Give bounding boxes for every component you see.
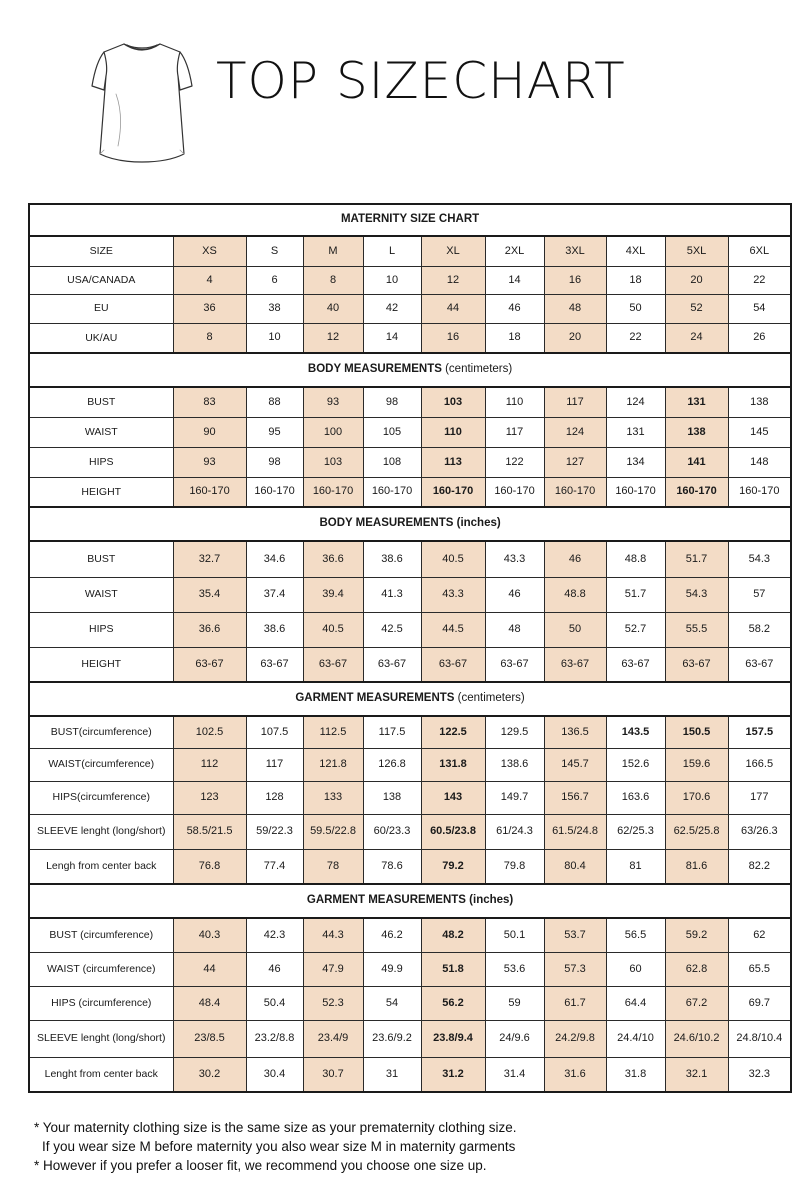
table-cell: 60: [606, 952, 665, 986]
table-cell: 31.8: [606, 1057, 665, 1092]
table-cell: 152.6: [606, 748, 665, 781]
table-cell: 43.3: [421, 577, 485, 612]
table-row: [29, 1020, 791, 1057]
table-row: [29, 477, 791, 507]
section-title-text: GARMENT MEASUREMENTS: [295, 692, 455, 705]
table-cell: 79.2: [421, 849, 485, 884]
table-cell: 138: [363, 781, 421, 814]
table-cell: 48.8: [544, 577, 606, 612]
section-unit: (inches): [469, 894, 514, 907]
table-cell: 141: [665, 447, 728, 477]
table-cell: 16: [421, 323, 485, 353]
table-cell: 160-170: [421, 477, 485, 507]
footnote: * However if you prefer a looser fit, we recommend you choose one size up.: [34, 1158, 487, 1173]
table-cell: 59/22.3: [246, 814, 303, 849]
table-cell: 23.4/9: [303, 1020, 363, 1057]
table-cell: 32.7: [173, 541, 246, 577]
table-cell: 117: [246, 748, 303, 781]
table-cell: 57: [728, 577, 791, 612]
table-cell: 40: [303, 294, 363, 323]
table-cell: 30.7: [303, 1057, 363, 1092]
table-cell: 14: [485, 266, 544, 294]
table-cell: 46: [485, 577, 544, 612]
table-cell: 63-67: [173, 647, 246, 682]
table-cell: 170.6: [665, 781, 728, 814]
table-row: [29, 577, 791, 612]
table-cell: 4: [173, 266, 246, 294]
table-cell: 62/25.3: [606, 814, 665, 849]
table-cell: 107.5: [246, 716, 303, 748]
row-label: SLEEVE lenght (long/short): [29, 814, 173, 849]
table-row: [29, 781, 791, 814]
table-cell: 44.5: [421, 612, 485, 647]
row-label: BUST (circumference): [29, 918, 173, 952]
table-cell: 24.4/10: [606, 1020, 665, 1057]
table-cell: L: [363, 236, 421, 266]
row-label: WAIST (circumference): [29, 952, 173, 986]
section-header-garment-in: [29, 884, 791, 918]
table-row: [29, 612, 791, 647]
table-cell: 63-67: [485, 647, 544, 682]
table-cell: 138.6: [485, 748, 544, 781]
table-cell: 31.6: [544, 1057, 606, 1092]
table-cell: 48: [485, 612, 544, 647]
table-cell: 44: [421, 294, 485, 323]
table-cell: 50.1: [485, 918, 544, 952]
table-cell: 134: [606, 447, 665, 477]
table-cell: 6XL: [728, 236, 791, 266]
table-cell: 52.7: [606, 612, 665, 647]
table-row: [29, 387, 791, 417]
table-cell: 60/23.3: [363, 814, 421, 849]
table-cell: XS: [173, 236, 246, 266]
table-cell: 23.6/9.2: [363, 1020, 421, 1057]
table-cell: 61/24.3: [485, 814, 544, 849]
table-cell: 23/8.5: [173, 1020, 246, 1057]
table-row: [29, 918, 791, 952]
row-label: HIPS: [29, 612, 173, 647]
table-row: [29, 266, 791, 294]
table-cell: 63/26.3: [728, 814, 791, 849]
table-cell: 163.6: [606, 781, 665, 814]
table-cell: 124: [606, 387, 665, 417]
table-cell: 12: [303, 323, 363, 353]
table-cell: 65.5: [728, 952, 791, 986]
table-row: [29, 849, 791, 884]
table-cell: 8: [303, 266, 363, 294]
footnote: * Your maternity clothing size is the same size as your prematernity clothing size.: [34, 1120, 517, 1135]
table-cell: 117: [485, 417, 544, 447]
table-cell: 58.5/21.5: [173, 814, 246, 849]
table-cell: 81: [606, 849, 665, 884]
row-label: BUST(circumference): [29, 716, 173, 748]
footnotes: [34, 1118, 516, 1175]
table-cell: 31.2: [421, 1057, 485, 1092]
table-cell: 122: [485, 447, 544, 477]
table-cell: 131: [665, 387, 728, 417]
table-cell: 23.2/8.8: [246, 1020, 303, 1057]
table-cell: 14: [363, 323, 421, 353]
table-cell: 42: [363, 294, 421, 323]
tshirt-icon: [88, 36, 196, 166]
table-cell: 58.2: [728, 612, 791, 647]
section-title: [29, 204, 791, 236]
section-header-size-chart: [29, 204, 791, 236]
section-title: [29, 884, 791, 918]
table-cell: 36.6: [303, 541, 363, 577]
section-header-body-cm: [29, 353, 791, 387]
table-cell: 48.2: [421, 918, 485, 952]
footnote: If you wear size M before maternity you also wear size M in maternity garments: [42, 1139, 516, 1154]
table-cell: 62.8: [665, 952, 728, 986]
table-cell: 124: [544, 417, 606, 447]
section-header-body-in: [29, 507, 791, 541]
table-cell: 157.5: [728, 716, 791, 748]
row-label: BUST: [29, 387, 173, 417]
table-cell: 24.8/10.4: [728, 1020, 791, 1057]
table-cell: 50: [606, 294, 665, 323]
table-cell: 46: [485, 294, 544, 323]
table-row: [29, 647, 791, 682]
table-cell: 138: [728, 387, 791, 417]
table-cell: 128: [246, 781, 303, 814]
table-cell: 79.8: [485, 849, 544, 884]
table-cell: 6: [246, 266, 303, 294]
table-cell: 36: [173, 294, 246, 323]
size-chart-table: [28, 203, 792, 1093]
section-header-garment-cm: [29, 682, 791, 716]
table-cell: 95: [246, 417, 303, 447]
table-cell: 143: [421, 781, 485, 814]
table-cell: 77.4: [246, 849, 303, 884]
table-cell: 44: [173, 952, 246, 986]
table-cell: 131.8: [421, 748, 485, 781]
section-title-text: BODY MEASUREMENTS: [307, 363, 442, 376]
row-label: SIZE: [29, 236, 173, 266]
table-cell: 69.7: [728, 986, 791, 1020]
table-cell: 150.5: [665, 716, 728, 748]
table-cell: 93: [303, 387, 363, 417]
table-cell: 43.3: [485, 541, 544, 577]
table-cell: 51.7: [606, 577, 665, 612]
table-cell: 108: [363, 447, 421, 477]
table-cell: 131: [606, 417, 665, 447]
table-cell: 127: [544, 447, 606, 477]
table-cell: 49.9: [363, 952, 421, 986]
row-label: USA/CANADA: [29, 266, 173, 294]
table-cell: 83: [173, 387, 246, 417]
table-cell: 41.3: [363, 577, 421, 612]
table-cell: 30.2: [173, 1057, 246, 1092]
table-cell: 38.6: [246, 612, 303, 647]
table-cell: 57.3: [544, 952, 606, 986]
table-cell: 88: [246, 387, 303, 417]
table-row: [29, 541, 791, 577]
table-cell: 145: [728, 417, 791, 447]
table-cell: 166.5: [728, 748, 791, 781]
table-cell: 63-67: [544, 647, 606, 682]
table-cell: 160-170: [303, 477, 363, 507]
table-cell: 59.5/22.8: [303, 814, 363, 849]
table-cell: 37.4: [246, 577, 303, 612]
table-cell: 159.6: [665, 748, 728, 781]
table-cell: 93: [173, 447, 246, 477]
table-cell: 32.3: [728, 1057, 791, 1092]
table-cell: 81.6: [665, 849, 728, 884]
page-title: TOP SIZECHART: [216, 52, 626, 110]
table-cell: 56.2: [421, 986, 485, 1020]
table-cell: 67.2: [665, 986, 728, 1020]
table-cell: 177: [728, 781, 791, 814]
table-cell: 50.4: [246, 986, 303, 1020]
table-cell: 149.7: [485, 781, 544, 814]
table-cell: 98: [246, 447, 303, 477]
table-cell: 55.5: [665, 612, 728, 647]
table-cell: 90: [173, 417, 246, 447]
table-cell: 24/9.6: [485, 1020, 544, 1057]
table-cell: 160-170: [485, 477, 544, 507]
table-row: [29, 294, 791, 323]
table-cell: 63-67: [728, 647, 791, 682]
table-cell: 18: [485, 323, 544, 353]
table-cell: 8: [173, 323, 246, 353]
table-cell: 105: [363, 417, 421, 447]
table-cell: 160-170: [606, 477, 665, 507]
table-cell: M: [303, 236, 363, 266]
table-cell: 103: [303, 447, 363, 477]
table-cell: 59: [485, 986, 544, 1020]
table-cell: 48: [544, 294, 606, 323]
table-cell: 32.1: [665, 1057, 728, 1092]
table-cell: 63-67: [246, 647, 303, 682]
section-title: [29, 507, 791, 541]
table-row: [29, 236, 791, 266]
table-cell: 160-170: [246, 477, 303, 507]
table-cell: 156.7: [544, 781, 606, 814]
section-title: [29, 682, 791, 716]
table-cell: 18: [606, 266, 665, 294]
table-cell: 98: [363, 387, 421, 417]
row-label: WAIST: [29, 417, 173, 447]
table-cell: 22: [728, 266, 791, 294]
table-row: [29, 748, 791, 781]
section-title: [29, 353, 791, 387]
table-cell: 51.8: [421, 952, 485, 986]
table-cell: 110: [421, 417, 485, 447]
table-cell: 121.8: [303, 748, 363, 781]
header: [0, 0, 800, 200]
table-cell: 113: [421, 447, 485, 477]
table-cell: S: [246, 236, 303, 266]
table-cell: 12: [421, 266, 485, 294]
table-cell: 34.6: [246, 541, 303, 577]
row-label: WAIST(circumference): [29, 748, 173, 781]
table-cell: 138: [665, 417, 728, 447]
section-unit: (inches): [456, 517, 501, 530]
table-cell: 80.4: [544, 849, 606, 884]
table-cell: 10: [246, 323, 303, 353]
table-cell: 53.6: [485, 952, 544, 986]
table-cell: 23.8/9.4: [421, 1020, 485, 1057]
section-title-text: BODY MEASUREMENTS: [319, 517, 454, 530]
table-cell: 136.5: [544, 716, 606, 748]
table-cell: 112.5: [303, 716, 363, 748]
table-cell: 63-67: [303, 647, 363, 682]
row-label: HIPS(circumference): [29, 781, 173, 814]
row-label: HIPS (circumference): [29, 986, 173, 1020]
table-cell: 5XL: [665, 236, 728, 266]
table-cell: 62.5/25.8: [665, 814, 728, 849]
table-row: [29, 986, 791, 1020]
table-cell: 20: [544, 323, 606, 353]
table-cell: 160-170: [665, 477, 728, 507]
row-label: HEIGHT: [29, 477, 173, 507]
table-cell: 62: [728, 918, 791, 952]
table-cell: 53.7: [544, 918, 606, 952]
table-cell: 103: [421, 387, 485, 417]
table-cell: 36.6: [173, 612, 246, 647]
table-cell: 54: [728, 294, 791, 323]
section-unit: (centimeters): [457, 692, 525, 705]
table-cell: 4XL: [606, 236, 665, 266]
table-cell: 54.3: [665, 577, 728, 612]
table-cell: 51.7: [665, 541, 728, 577]
section-unit: (centimeters): [445, 363, 513, 376]
table-cell: 78: [303, 849, 363, 884]
table-cell: 78.6: [363, 849, 421, 884]
table-cell: 35.4: [173, 577, 246, 612]
table-cell: 3XL: [544, 236, 606, 266]
table-cell: 52.3: [303, 986, 363, 1020]
section-title-text: MATERNITY SIZE CHART: [340, 213, 480, 226]
table-cell: 54: [363, 986, 421, 1020]
table-cell: 160-170: [728, 477, 791, 507]
table-cell: 100: [303, 417, 363, 447]
table-cell: 63-67: [421, 647, 485, 682]
table-cell: 122.5: [421, 716, 485, 748]
table-cell: 63-67: [363, 647, 421, 682]
table-row: [29, 417, 791, 447]
table-cell: 38: [246, 294, 303, 323]
table-cell: 42.3: [246, 918, 303, 952]
table-cell: 54.3: [728, 541, 791, 577]
table-cell: 160-170: [363, 477, 421, 507]
table-cell: 60.5/23.8: [421, 814, 485, 849]
table-cell: 63-67: [665, 647, 728, 682]
table-cell: 129.5: [485, 716, 544, 748]
table-row: [29, 814, 791, 849]
table-cell: 117.5: [363, 716, 421, 748]
table-cell: 20: [665, 266, 728, 294]
table-cell: 145.7: [544, 748, 606, 781]
table-cell: 2XL: [485, 236, 544, 266]
table-cell: 24.2/9.8: [544, 1020, 606, 1057]
row-label: HEIGHT: [29, 647, 173, 682]
table-cell: 102.5: [173, 716, 246, 748]
table-row: [29, 716, 791, 748]
row-label: HIPS: [29, 447, 173, 477]
table-cell: 50: [544, 612, 606, 647]
table-cell: 38.6: [363, 541, 421, 577]
table-cell: 48.4: [173, 986, 246, 1020]
table-cell: 82.2: [728, 849, 791, 884]
table-cell: 52: [665, 294, 728, 323]
table-cell: 24.6/10.2: [665, 1020, 728, 1057]
table-cell: 42.5: [363, 612, 421, 647]
table-cell: XL: [421, 236, 485, 266]
table-cell: 123: [173, 781, 246, 814]
table-cell: 24: [665, 323, 728, 353]
table-cell: 133: [303, 781, 363, 814]
table-cell: 64.4: [606, 986, 665, 1020]
row-label: WAIST: [29, 577, 173, 612]
row-label: EU: [29, 294, 173, 323]
table-cell: 61.7: [544, 986, 606, 1020]
table-row: [29, 952, 791, 986]
table-cell: 117: [544, 387, 606, 417]
table-cell: 47.9: [303, 952, 363, 986]
table-cell: 160-170: [173, 477, 246, 507]
table-row: [29, 323, 791, 353]
row-label: BUST: [29, 541, 173, 577]
table-cell: 63-67: [606, 647, 665, 682]
table-row: [29, 447, 791, 477]
table-cell: 40.5: [421, 541, 485, 577]
table-cell: 39.4: [303, 577, 363, 612]
row-label: UK/AU: [29, 323, 173, 353]
table-cell: 112: [173, 748, 246, 781]
table-cell: 46: [544, 541, 606, 577]
table-row: [29, 1057, 791, 1092]
table-cell: 61.5/24.8: [544, 814, 606, 849]
table-cell: 31.4: [485, 1057, 544, 1092]
table-cell: 148: [728, 447, 791, 477]
row-label: SLEEVE lenght (long/short): [29, 1020, 173, 1057]
table-cell: 31: [363, 1057, 421, 1092]
table-cell: 143.5: [606, 716, 665, 748]
table-cell: 40.3: [173, 918, 246, 952]
table-cell: 126.8: [363, 748, 421, 781]
table-cell: 22: [606, 323, 665, 353]
table-cell: 10: [363, 266, 421, 294]
table-cell: 46: [246, 952, 303, 986]
section-title-text: GARMENT MEASUREMENTS: [306, 894, 466, 907]
table-cell: 46.2: [363, 918, 421, 952]
table-cell: 76.8: [173, 849, 246, 884]
table-cell: 30.4: [246, 1057, 303, 1092]
table-cell: 16: [544, 266, 606, 294]
table-cell: 59.2: [665, 918, 728, 952]
table-cell: 40.5: [303, 612, 363, 647]
row-label: Lenght from center back: [29, 1057, 173, 1092]
table-cell: 110: [485, 387, 544, 417]
table-cell: 26: [728, 323, 791, 353]
row-label: Lengh from center back: [29, 849, 173, 884]
table-cell: 44.3: [303, 918, 363, 952]
table-cell: 56.5: [606, 918, 665, 952]
table-cell: 160-170: [544, 477, 606, 507]
table-cell: 48.8: [606, 541, 665, 577]
